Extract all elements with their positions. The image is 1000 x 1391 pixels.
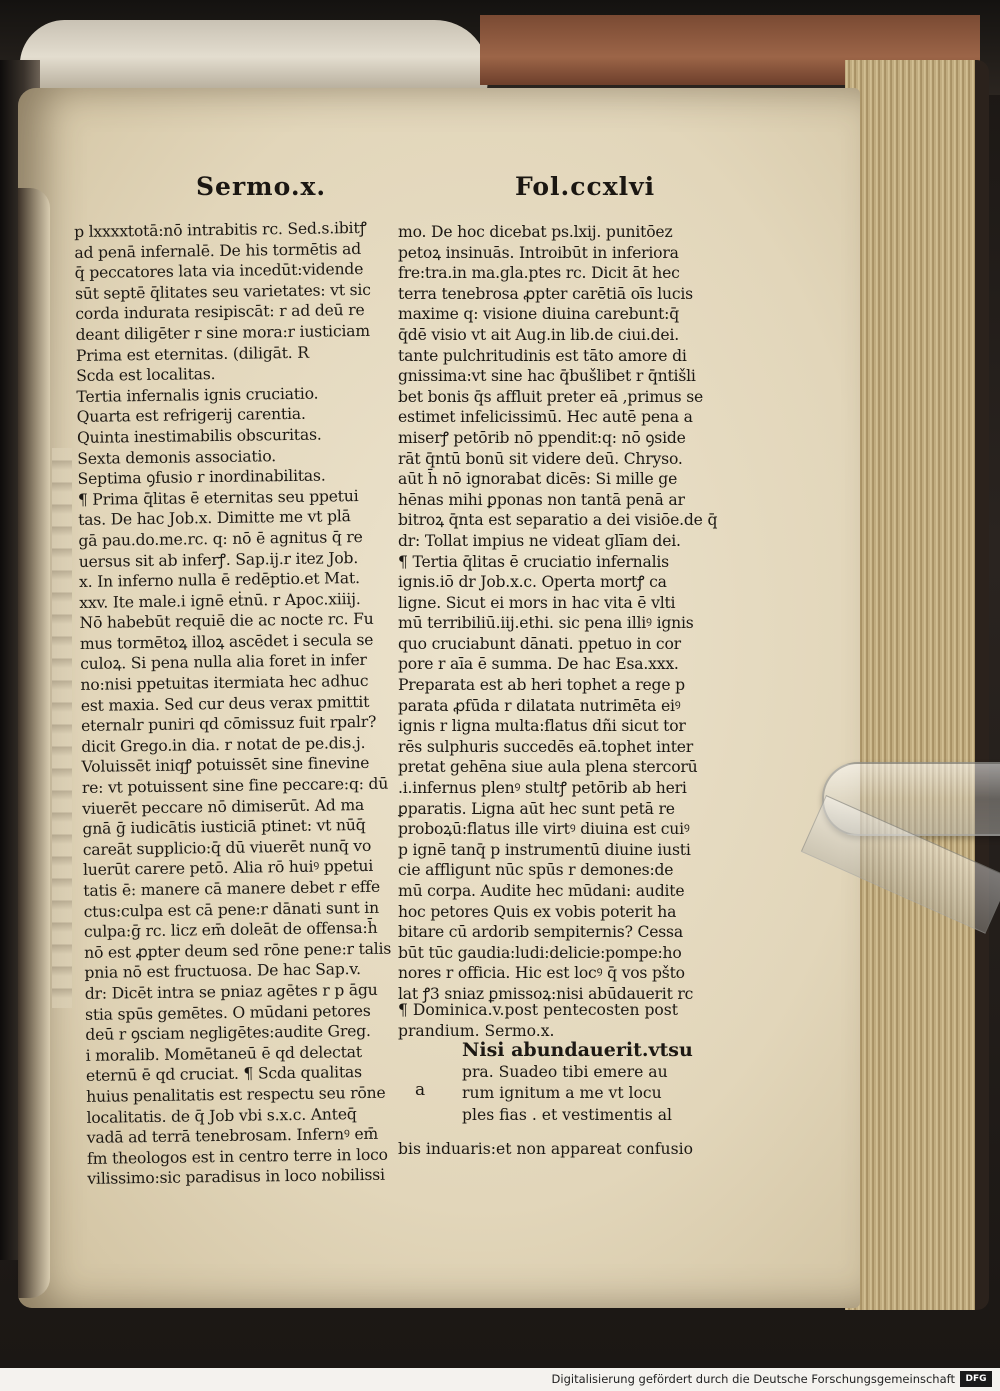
text-line: bitare cū ardorib sempiternis? Cessa	[398, 923, 683, 942]
text-line: p ignē tanq̄ p instrumentū diuine iusti	[398, 840, 691, 859]
text-line: mo. De hoc dicebat ps.lxij. punitōez	[398, 223, 673, 241]
text-line: proboꝝū:flatus ille virtꝰ diuina est cuiꝰ	[398, 820, 690, 839]
text-line: ligne. Sicut ei mors in hac vita ē vlti	[398, 593, 676, 612]
page-fore-edge	[845, 60, 989, 1310]
text-line: ad penā infernalē. De his tormētis ad	[74, 239, 362, 262]
opening-line: rum ignitum a me vt locu	[462, 1084, 662, 1102]
text-line: petoꝝ insinuās. Introibūt in inferiora	[398, 243, 679, 262]
text-line: no:nisi ppetuitas itermiata hec adhuc	[80, 671, 369, 695]
text-line: dr: Dicēt intra se pniaz agētes r p āgu	[84, 980, 378, 1003]
text-line: est maxia. Sed cur deus verax pmittit	[80, 692, 370, 715]
text-line: x. In inferno nulla ē redēptio.et Mat.	[78, 569, 360, 592]
text-line: ꝑparatis. Ligna aūt hec sunt petā re	[398, 799, 675, 818]
text-line: cie affligunt nūc spūs r demones:de	[398, 861, 674, 880]
text-line: terra tenebrosa ꝓpter carētiā oīs lucis	[398, 284, 693, 303]
text-line: careāt supplicio:q̄ dū viuerēt nunq̄ vo	[82, 836, 372, 859]
text-line: rēs sulphuris succedēs eā.tophet inter	[398, 737, 694, 756]
text-line: Tertia infernalis ignis cruciatio.	[76, 384, 319, 406]
opening-line: pra. Suadeo tibi emere au	[462, 1062, 668, 1081]
text-line: pretat gehēna siue aula plena stercorū	[398, 758, 698, 777]
text-line: Sexta demonis associatio.	[77, 446, 277, 468]
text-line: Preparata est ab heri tophet a rege p	[398, 676, 685, 695]
text-line: pore r aīa ē summa. De hac Esa.xxx.	[398, 655, 679, 674]
text-line: estimet infelicissimū. Hec autē pena a	[398, 408, 693, 427]
text-line: pnia nō est fructuosa. De hac Sap.v.	[84, 960, 361, 983]
text-line: eternalr puniri qd cōmissuz fuit rpalr?	[80, 713, 377, 736]
opening-line: Nisi abundauerit.vtsu	[462, 1039, 693, 1061]
dfg-logo: DFG	[960, 1371, 992, 1387]
text-line: Prima est eternitas. (diligāt. R	[75, 343, 309, 365]
text-line: miserꝭ petōrib nō ppendit:q: nō ꝯside	[398, 428, 686, 447]
digitization-footer	[0, 1368, 1000, 1391]
text-line: bet bonis q̄s affluit preter eā ,primus se	[398, 387, 704, 406]
text-line: fre:tra.in ma.gla.ptes rc. Dicit āt hec	[398, 264, 680, 283]
sermon-heading	[398, 1000, 678, 1042]
text-line: hēnas mihi ꝑponas non tantā penā ar	[398, 490, 685, 509]
text-line: re: vt potuissent sine fine peccare:q: dū	[81, 774, 389, 797]
text-line: aūt h̄ nō ignorabat dicēs: Si mille ge	[398, 470, 678, 489]
text-line: huius penalitatis est respectu seu rōne	[86, 1083, 386, 1106]
text-line: gnissima:vt sine hac q̄bušlibet r q̄ntišli	[398, 367, 696, 386]
text-line: Voluissēt iniqꝭ potuissēt sine finevine	[81, 754, 370, 777]
text-line: culpa:ḡ rc. licz em̄ doleāt de offensa:h̄	[83, 919, 378, 942]
text-line: Septima ꝯfusio r inordinabilitas.	[77, 466, 326, 489]
text-line: mus tormētoꝝ illoꝝ ascēdet i secula se	[79, 630, 374, 653]
text-line: gā pau.do.me.rc. q: nō ē agnitus q̄ re	[78, 527, 363, 550]
page-gutter	[18, 188, 50, 1298]
sermon-opening	[462, 1040, 693, 1126]
text-line: i moralib. Momētaneū ē qd delectat	[85, 1042, 362, 1065]
text-line: parata ꝓfūda r dilatata nutrimēta eiꝰ	[398, 696, 681, 715]
text-line: q̄ peccatores lata via incedūt:vidende	[74, 260, 364, 283]
right-text-column	[398, 222, 733, 1005]
text-line: xxv. Ite male.i ignē eṫnū. r Apoc.xiiij.	[79, 589, 361, 612]
text-line: Scda est localitas.	[76, 365, 216, 386]
funding-credit: Digitalisierung gefördert durch die Deutsche Forschungsgemeinschaft	[551, 1372, 955, 1386]
text-line: dicit Grego.in dia. r notat de pe.dis.j.	[81, 733, 366, 756]
text-line: deant diligēter r sine mora:r iusticiam	[75, 321, 371, 344]
left-text-column	[74, 218, 402, 1190]
text-line: fm theologos est in centro terre in loco	[86, 1145, 388, 1168]
text-line: quo cruciabunt dānati. ppetuo in cor	[398, 634, 681, 653]
text-line: hoc petores Quis ex vobis poterit ha	[398, 902, 677, 921]
text-line: culoꝝ. Si pena nulla alia foret in infer	[80, 651, 367, 674]
text-line: ¶ Tertia q̄litas ē cruciatio infernalis	[398, 552, 669, 571]
gutter-shadow-text	[52, 448, 72, 1008]
text-line: q̄dē visio vt ait Aug.in lib.de ciui.dei.	[398, 325, 679, 344]
folio-number: Fol.ccxlvi	[515, 172, 656, 201]
text-line: vadā ad terrā tenebrosam. Infernꝰ em̄	[86, 1124, 379, 1148]
text-line: ignis.iō dr Job.x.c. Operta mortꝭ ca	[398, 573, 667, 592]
text-line: viuerēt peccare nō dimiserūt. Ad ma	[82, 795, 365, 818]
text-line: dr: Tollat impius ne videat glīam dei.	[398, 531, 681, 550]
text-line: rāt q̄ntū bonū sit videre deū. Chryso.	[398, 449, 683, 468]
text-line: localitatis. de q̄ Job vbi s.x.c. Anteq̄	[86, 1104, 357, 1127]
text-line: ignis r ligna multa:flatus dñi sicut tor	[398, 717, 686, 736]
text-line: lat ꝭ3 sniaz ꝑmissoꝝ:nisi abūdauerit rc	[398, 984, 694, 1003]
text-line: nō est ꝓpter deum sed rōne pene:r talis	[84, 939, 392, 962]
text-line: nores r officia. Hic est locꝰ q̄ vos pšto	[398, 964, 685, 983]
sermon-heading-line: prandium. Sermo.x.	[398, 1022, 555, 1040]
text-line: mū corpa. Audite hec mūdani: audite	[398, 882, 685, 900]
text-line: tante pulchritudinis est tāto amore di	[398, 346, 687, 365]
text-line: bitroꝝ q̄nta est separatio a dei visiōe.de q̄	[398, 511, 718, 530]
text-line: p lxxxxtotā:nō intrabitis rc. Sed.s.ibitꝭ	[74, 218, 367, 241]
text-line: mū terribiliū.iij.ethi. sic pena illiꝰ ignis	[398, 614, 694, 633]
text-line: sūt septē q̄litates seu varietates: vt sic	[74, 280, 371, 303]
text-line: eternū ē qd cruciat. ¶ Scda qualitas	[85, 1063, 362, 1086]
text-line: Quinta inestimabilis obscuritas.	[76, 425, 322, 447]
text-line: vilissimo:sic paradisus in loco nobilissi	[87, 1166, 385, 1189]
text-line: tatis ē: manere cā manere debet r effe	[83, 877, 381, 900]
text-line: Quarta est refrigerij carentia.	[76, 405, 306, 427]
text-line: .i.infernus plenꝰ stultꝭ petōrib ab heri	[398, 779, 687, 798]
text-line: tas. De hac Job.x. Dimitte me vt plā	[78, 507, 351, 530]
text-line: ctus:culpa est cā pene:r dānati sunt in	[83, 898, 379, 921]
text-line: corda indurata resipiscāt: r ad deū re	[75, 301, 365, 324]
text-line: būt tūc gaudia:ludi:delicie:pompe:ho	[398, 943, 682, 962]
text-line: maxime q: visione diuina carebunt:q̄	[398, 305, 680, 324]
initial-letter: a	[415, 1080, 426, 1100]
text-line: stia spūs gemētes. O mūdani petores	[84, 1001, 371, 1024]
opening-line: ples fias . et vestimentis al	[462, 1105, 673, 1124]
sermon-heading-line: ¶ Dominica.v.post pentecosten post	[398, 1001, 679, 1019]
text-line: ¶ Prima q̄litas ē eternitas seu ppetui	[77, 486, 359, 509]
text-line: gnā ḡ iudicātis iusticiā ptinet: vt nūq̄	[82, 816, 366, 839]
text-line: Nō habebūt requiē die ac nocte rc. Fu	[79, 610, 374, 633]
running-head-left: Sermo.x.	[196, 172, 327, 201]
sermon-text-line: bis induaris:et non appareat confusio	[398, 1140, 693, 1158]
text-line: uersus sit ab inferꝭ. Sap.ij.r itez Job.	[78, 548, 359, 571]
text-line: deū r ꝯsciam negligētes:audite Greg.	[85, 1022, 371, 1045]
text-line: luerūt carere petō. Alia rō huiꝰ ppetui	[82, 857, 374, 880]
